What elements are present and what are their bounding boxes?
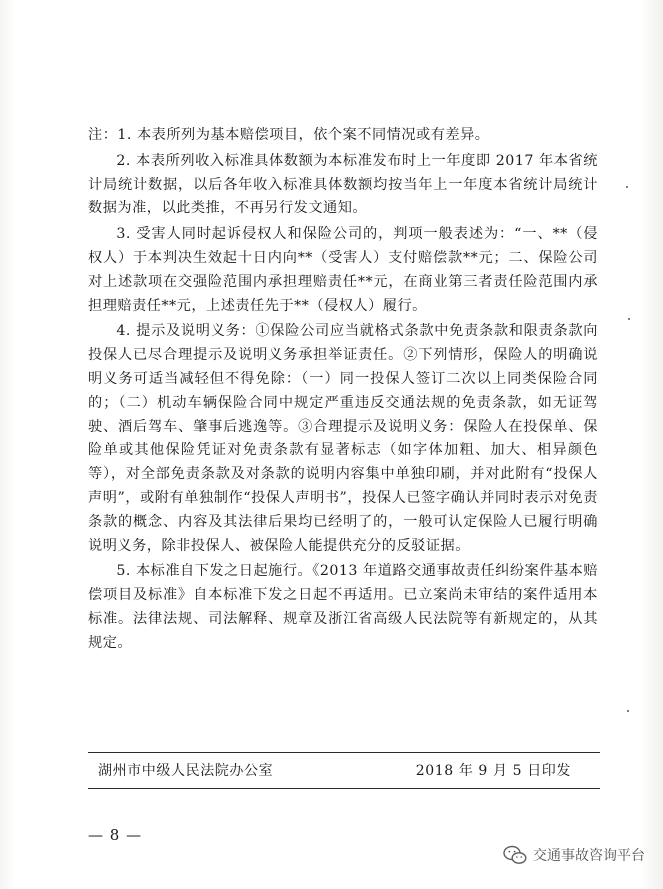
scan-speck [627, 710, 629, 712]
note-text: 提示及说明义务：①保险公司应当就格式条款中免责条款和限责条款向投保人已尽合理提示及说明义务承担举证责任。②下列情形，保险人的明确说明义务可适当减轻但不得免除：（一）同一投保人签订二次以上同类保险合同的；（二）机动车辆保险合同中规定严重违反交通法规的免责条款，如无证驾驶、酒后驾车、肇事后逃逸等。③合理提示及说明义务：保险人在投保单、保险单或其他保险凭证对免责条款有显著标志（如字体加粗、加大、相异颜色等），对全部免责条款及对条款的说明内容集中单独印刷，并对此附有“投保人声明”，或附有单独制作“投保人声明书”，投保人已签字确认并同时表示对免责条款的概念、内容及其法律后果均已经明了的，一般可认定保险人已履行明确说明义务，除非投保人、被保险人能提供充分的反驳证据。 [88, 323, 598, 554]
footer-bottom-rule [88, 788, 600, 789]
note-item-3 [88, 223, 598, 318]
scan-speck [626, 186, 628, 188]
note-item-2 [88, 150, 598, 221]
note-item-1 [88, 124, 598, 148]
wechat-icon [503, 845, 527, 865]
note-item-4 [88, 320, 598, 558]
note-text: 受害人同时起诉侵权人和保险公司的，判项一般表述为：“一、**（侵权人）于本判决生效起十日内向**（受害人）支付赔偿款**元；二、保险公司对上述款项在交强险范围内承担理赔责任**元，在商业第三者责任险范围内承担理赔责任**元，上述责任先于**（侵权人）履行。 [88, 226, 598, 314]
note-item-5 [88, 560, 598, 655]
issuing-office: 湖州市中级人民法院办公室 [98, 763, 274, 779]
note-number: 1. [117, 127, 132, 143]
watermark-text: 交通事故咨询平台 [533, 848, 645, 864]
page-number: — 8 — [88, 826, 143, 844]
note-number: 4. [116, 323, 131, 340]
issue-date: 2018 年 9 月 5 日印发 [415, 763, 571, 779]
note-number: 3. [116, 226, 131, 243]
note-number: 2. [116, 152, 131, 169]
footer-top-rule [88, 752, 600, 753]
note-prefix: 注： [88, 127, 118, 143]
scan-speck [628, 318, 630, 320]
note-text: 本表所列为基本赔偿项目，依个案不同情况或有差异。 [136, 127, 490, 143]
note-text: 本标准自下发之日起施行。《2013 年道路交通事故责任纠纷案件基本赔偿项目及标准》自本标准下发之日起不再适用。已立案尚未审结的案件适用本标准。法律法规、司法解释、规章及浙江省高级人民法院等有新规定的，从其规定。 [88, 563, 598, 651]
note-number: 5. [116, 563, 131, 580]
note-text: 本表所列收入标准具体数额为本标准发布时上一年度即 2017 年本省统计局统计数据，以后各年收入标准具体数额均按当年上一年度本省统计局统计数据为准，以此类推，不再另行发文通知。 [88, 152, 598, 217]
wechat-watermark [503, 845, 645, 865]
notes-section [88, 124, 598, 658]
